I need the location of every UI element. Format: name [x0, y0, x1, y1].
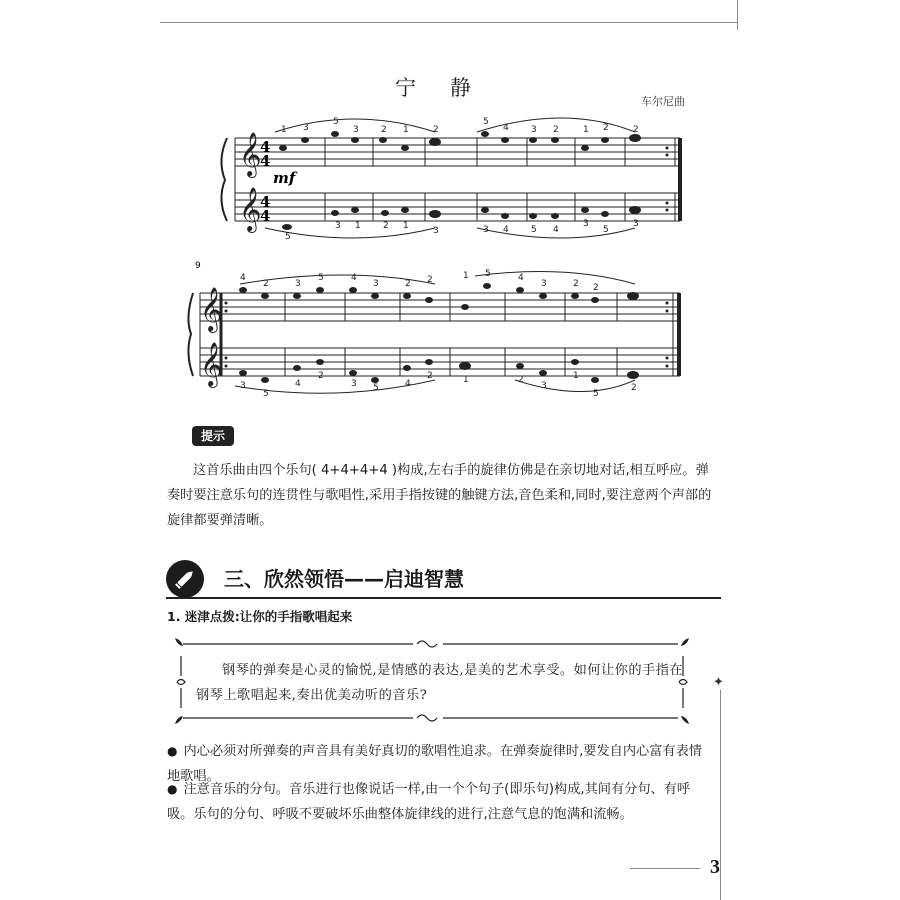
tip-badge: 提示 [192, 426, 234, 446]
svg-text:4: 4 [351, 273, 357, 283]
svg-text:5: 5 [603, 225, 609, 235]
page-number: 3 [710, 856, 720, 878]
svg-text:1: 1 [403, 125, 409, 135]
svg-text:2: 2 [383, 221, 389, 231]
header-vertical-rule [737, 0, 738, 30]
svg-text:3: 3 [335, 221, 341, 231]
svg-text:3: 3 [541, 381, 547, 391]
svg-text:4: 4 [260, 207, 271, 225]
svg-text:4: 4 [503, 225, 509, 235]
header-rule [160, 22, 737, 23]
margin-rule [720, 690, 721, 900]
svg-text:𝄞: 𝄞 [239, 187, 262, 231]
svg-text:1: 1 [583, 125, 589, 135]
svg-text:3: 3 [353, 125, 359, 135]
svg-text:3: 3 [295, 279, 301, 289]
svg-text:4: 4 [518, 273, 524, 283]
svg-text:3: 3 [531, 125, 537, 135]
page-number-rule [630, 868, 700, 869]
svg-text:3: 3 [633, 219, 639, 229]
svg-text:4: 4 [260, 193, 271, 211]
svg-text:2: 2 [433, 125, 439, 135]
svg-text:5: 5 [333, 117, 339, 127]
svg-text:2: 2 [603, 123, 609, 133]
svg-text:1: 1 [463, 271, 469, 281]
bullet-item: ● 注意音乐的分句。音乐进行也像说话一样,由一个个句子(即乐句)构成,其间有分句、有呼吸。乐句的分句、呼吸不要破坏乐曲整体旋律线的进行,注意气息的饱满和流畅。 [167, 782, 691, 822]
svg-text:2: 2 [381, 125, 387, 135]
svg-text:2: 2 [553, 125, 559, 135]
svg-text:5: 5 [285, 232, 291, 242]
svg-text:3: 3 [483, 225, 489, 235]
svg-text:5: 5 [531, 225, 537, 235]
svg-text:5: 5 [263, 389, 269, 399]
star-icon: ✦ [713, 675, 724, 690]
svg-text:2: 2 [427, 275, 433, 285]
svg-text:5: 5 [483, 117, 489, 127]
svg-text:2: 2 [263, 279, 269, 289]
measure-number: 9 [195, 261, 201, 271]
svg-text:𝄞: 𝄞 [200, 287, 223, 331]
svg-text:4: 4 [260, 152, 271, 170]
subheading: 1. 迷津点拨:让你的手指歌唱起来 [167, 609, 353, 624]
svg-text:3: 3 [303, 123, 309, 133]
svg-text:3: 3 [583, 219, 589, 229]
tip-text: 这首乐曲由四个乐句( 4+4+4+4 )构成,左右手的旋律仿佛是在亲切地对话,相互呼应。弹奏时要注意乐句的连贯性与歌唱性,采用手指按键的触键方法,音色柔和,同时,要注意两个声部的旋律都要弹清晰。 [167, 463, 712, 528]
score-system-2 [185, 261, 685, 403]
svg-text:5: 5 [485, 269, 491, 279]
svg-text:2: 2 [518, 375, 524, 385]
svg-text:2: 2 [405, 279, 411, 289]
svg-text:1: 1 [355, 221, 361, 231]
svg-text:𝄞: 𝄞 [239, 132, 262, 176]
svg-text:3: 3 [351, 379, 357, 389]
svg-text:3: 3 [541, 279, 547, 289]
svg-text:4: 4 [405, 379, 411, 389]
bullet-item: ● 内心必须对所弹奏的声音具有美好真切的歌唱性追求。在弹奏旋律时,要发自内心富有表情地歌唱。 [167, 744, 702, 784]
svg-text:3: 3 [240, 381, 246, 391]
svg-text:4: 4 [295, 379, 301, 389]
piece-composer: 车尔尼曲 [641, 95, 685, 108]
svg-text:4: 4 [260, 138, 271, 156]
svg-text:1: 1 [403, 221, 409, 231]
dynamic-mark: mf [273, 169, 296, 187]
svg-text:2: 2 [633, 125, 639, 135]
svg-text:2: 2 [573, 279, 579, 289]
svg-text:3: 3 [373, 279, 379, 289]
svg-text:5: 5 [593, 389, 599, 399]
svg-text:3: 3 [433, 226, 439, 236]
svg-text:5: 5 [373, 383, 379, 393]
svg-text:1: 1 [463, 375, 469, 385]
section-title: 三、欣然领悟——启迪智慧 [224, 567, 464, 591]
score-system-1 [215, 110, 685, 245]
pencil-icon [166, 560, 204, 598]
section-rule [166, 597, 721, 599]
svg-text:1: 1 [281, 125, 287, 135]
svg-text:2: 2 [427, 371, 433, 381]
svg-text:4: 4 [553, 225, 559, 235]
svg-text:4: 4 [503, 123, 509, 133]
quote-text: 钢琴的弹奏是心灵的愉悦,是情感的表达,是美的艺术享受。如何让你的手指在钢琴上歌唱起来,奏出优美动听的音乐? [196, 663, 684, 703]
svg-text:2: 2 [631, 383, 637, 393]
svg-text:𝄞: 𝄞 [200, 342, 223, 386]
piece-title: 宁静 [395, 76, 505, 100]
svg-text:4: 4 [240, 273, 246, 283]
svg-text:2: 2 [318, 371, 324, 381]
svg-text:2: 2 [593, 283, 599, 293]
svg-text:5: 5 [318, 273, 324, 283]
svg-text:1: 1 [573, 371, 579, 381]
